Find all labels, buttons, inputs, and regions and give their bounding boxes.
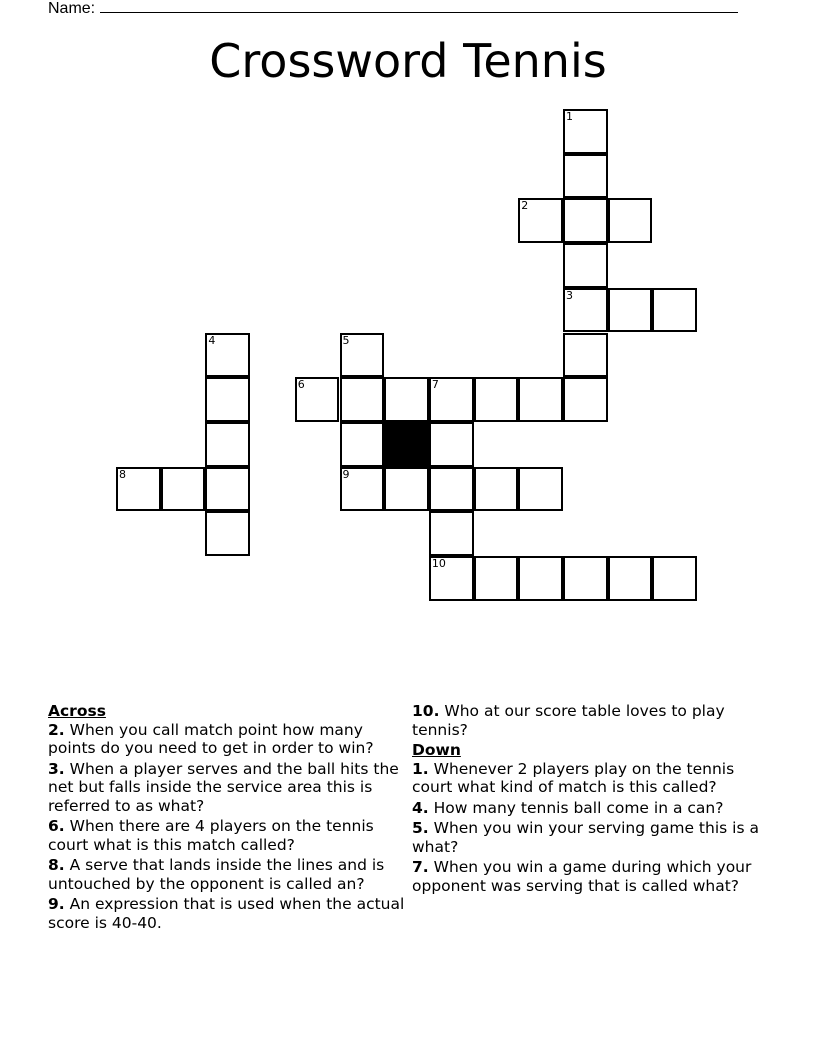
clue-down-7: 7. When you win a game during which your opponent was serving that is called what? xyxy=(412,858,752,895)
grid-cell[interactable] xyxy=(608,556,653,601)
clue-across-3: 3. When a player serves and the ball hits the net but falls inside the service area this is referred to as what? xyxy=(48,759,399,815)
clues-across-column xyxy=(48,702,408,934)
grid-cell[interactable] xyxy=(205,422,250,467)
clue-across-2: 2. When you call match point how many points do you need to get in order to win? xyxy=(48,720,374,757)
grid-cell[interactable] xyxy=(474,467,519,512)
clue-number: 9 xyxy=(342,467,350,481)
down-heading: Down xyxy=(412,741,461,759)
grid-cell[interactable] xyxy=(384,467,429,512)
clue-across-6: 6. When there are 4 players on the tennis court what is this match called? xyxy=(48,817,374,854)
grid-cell[interactable] xyxy=(205,333,250,378)
grid-cell[interactable] xyxy=(474,377,519,422)
grid-cell[interactable] xyxy=(474,556,519,601)
page-title: Crossword Tennis xyxy=(209,34,607,88)
clue-number: 3 xyxy=(566,288,573,302)
clues-down-column xyxy=(412,702,762,897)
grid-cell[interactable] xyxy=(652,288,697,333)
grid-cell[interactable] xyxy=(563,243,608,288)
grid-cell[interactable] xyxy=(518,377,563,422)
grid-cell[interactable] xyxy=(518,556,563,601)
grid-cell[interactable] xyxy=(340,422,385,467)
clue-number: 4 xyxy=(208,333,216,347)
grid-cell[interactable] xyxy=(518,198,563,243)
grid-cell[interactable] xyxy=(563,333,608,378)
black-cell xyxy=(384,422,429,467)
clue-across-10: 10. Who at our score table loves to play tennis? xyxy=(412,702,725,739)
clue-across-8: 8. A serve that lands inside the lines and is untouched by the opponent is called an? xyxy=(48,856,385,893)
grid-cell[interactable] xyxy=(563,198,608,243)
grid-cell[interactable] xyxy=(563,109,608,154)
grid-cell[interactable] xyxy=(116,467,161,512)
clue-number: 10 xyxy=(431,557,446,570)
clue-down-1: 1. Whenever 2 players play on the tennis court what kind of match is this called? xyxy=(412,759,735,796)
clue-number: 8 xyxy=(119,467,126,481)
grid-cell[interactable] xyxy=(161,467,206,512)
grid-cell[interactable] xyxy=(563,288,608,333)
name-label: Name: xyxy=(48,0,96,17)
clue-across-9: 9. An expression that is used when the actual score is 40-40. xyxy=(48,895,405,932)
grid-cell[interactable] xyxy=(429,511,474,556)
grid-cell[interactable] xyxy=(608,198,653,243)
grid-cell[interactable] xyxy=(205,377,250,422)
grid-cell[interactable] xyxy=(340,333,385,378)
grid-cell[interactable] xyxy=(429,556,474,601)
grid-cell[interactable] xyxy=(608,288,653,333)
grid-cell[interactable] xyxy=(429,377,474,422)
grid-cell[interactable] xyxy=(205,467,250,512)
grid-cell[interactable] xyxy=(429,467,474,512)
clue-down-5: 5. When you win your serving game this is a what? xyxy=(412,819,759,856)
grid-cell[interactable] xyxy=(563,154,608,199)
across-heading: Across xyxy=(48,702,106,720)
grid-cell[interactable] xyxy=(384,377,429,422)
clue-number: 1 xyxy=(566,110,573,123)
grid-cell[interactable] xyxy=(518,467,563,512)
grid-cell[interactable] xyxy=(340,377,385,422)
grid-cell[interactable] xyxy=(429,422,474,467)
grid-cell[interactable] xyxy=(652,556,697,601)
grid-cell[interactable] xyxy=(563,556,608,601)
clue-number: 5 xyxy=(342,333,350,347)
clue-number: 6 xyxy=(297,378,305,392)
clue-number: 2 xyxy=(521,199,529,213)
grid-cell[interactable] xyxy=(340,467,385,512)
grid-cell[interactable] xyxy=(563,377,608,422)
grid-cell[interactable] xyxy=(205,511,250,556)
clue-down-4: 4. How many tennis ball come in a can? xyxy=(412,798,724,817)
grid-cell[interactable] xyxy=(295,377,340,422)
clue-number: 7 xyxy=(431,378,439,392)
